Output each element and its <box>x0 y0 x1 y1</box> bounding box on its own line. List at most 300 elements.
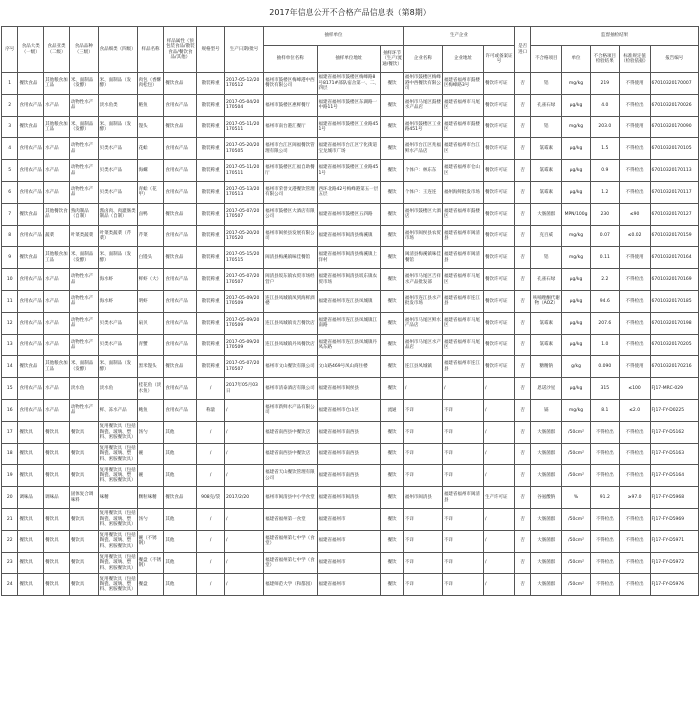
header-cell: 生产日期/批号 <box>225 27 264 73</box>
table-cell: 不详 <box>403 552 442 574</box>
table-cell: 氯霉素 <box>531 334 562 356</box>
table-cell: 67010320170205 <box>650 334 698 356</box>
table-cell: 餐饮 <box>381 138 404 160</box>
table-row <box>2 443 699 465</box>
table-cell: 贝类水产品 <box>98 181 137 203</box>
table-cell: 铝 <box>531 247 562 269</box>
table-cell: 67010320170185 <box>650 290 698 312</box>
table-cell: 复用餐饮具（包括陶瓷、玻璃、塑料、密胺餐饮具） <box>98 508 137 530</box>
table-cell: 福建省福州市鼓楼区工业路451号 <box>317 116 381 138</box>
table-cell: 福建师范大学（和都园） <box>264 574 317 596</box>
table-cell: 福州市连江县水产批发市场 <box>403 290 442 312</box>
table-cell: /50cm² <box>562 421 591 443</box>
table-cell: 鲍鱼 <box>137 399 164 421</box>
table-cell: 不详 <box>442 399 483 421</box>
table-cell: 2017-05-09/20170509 <box>225 312 264 334</box>
table-cell: 鲜虾（大） <box>137 269 164 291</box>
table-cell: 餐饮食品 <box>18 247 44 269</box>
table-cell: 餐饮具 <box>44 421 70 443</box>
table-row <box>2 138 699 160</box>
table-cell: 福建省福州市 <box>317 574 381 596</box>
table-cell: 动物性水产品 <box>69 399 98 421</box>
table-cell: 否 <box>514 203 530 225</box>
table-cell: 食用农产品 <box>164 378 197 400</box>
table-cell: 其他 <box>164 552 197 574</box>
page-title: 2017年信息公开不合格产品信息表（第8期） <box>269 8 431 17</box>
table-cell: 餐饮许可证 <box>484 116 515 138</box>
table-cell: / <box>197 552 225 574</box>
table-cell: 67010320170026 <box>650 94 698 116</box>
table-cell: 否 <box>514 94 530 116</box>
table-cell: 海水虾 <box>98 269 137 291</box>
table-cell: 闽清县梅溪镇味佳餐馆 <box>264 247 317 269</box>
table-cell: 餐饮许可证 <box>484 334 515 356</box>
table-cell: 福建省南西县中餐饮店 <box>264 421 317 443</box>
table-cell: 18 <box>2 443 18 465</box>
header-group-row <box>2 27 699 46</box>
table-cell: 福州市闽侯县农贸市场 <box>403 225 442 247</box>
table-cell: 67010320170169 <box>650 269 698 291</box>
table-cell: 福建省福州市闽清县坂东镇农贸市场 <box>317 269 381 291</box>
table-cell: 2017-05-12/20170512 <box>225 73 264 95</box>
header-cell: 食品品种（三级） <box>69 27 98 73</box>
table-cell: 散装称重 <box>197 160 225 182</box>
table-row <box>2 116 699 138</box>
table-cell: 餐饮具 <box>18 421 44 443</box>
table-cell: 连江县凤城镇丹凤餐饮店 <box>264 334 317 356</box>
table-cell: 否 <box>514 73 530 95</box>
table-cell: 其他粮食加工品 <box>44 247 70 269</box>
table-cell: 动物性水产品 <box>69 138 98 160</box>
table-cell: 不得检出 <box>590 421 619 443</box>
table-cell: 不得检出 <box>590 552 619 574</box>
table-cell: 福建省福州市闽清县梅溪镇上洋村 <box>317 247 381 269</box>
table-cell: 2017-05-07/20170507 <box>225 269 264 291</box>
table-cell: / <box>197 443 225 465</box>
table-cell: 餐饮 <box>381 487 404 509</box>
table-cell: 青蛤（花甲） <box>137 181 164 203</box>
table-cell: 23 <box>2 552 18 574</box>
table-cell: 315 <box>590 378 619 400</box>
table-cell: 散装称重 <box>197 94 225 116</box>
table-cell: 否 <box>514 399 530 421</box>
table-cell: 青蟹 <box>137 334 164 356</box>
table-cell: 氯霉素 <box>531 312 562 334</box>
header-cell: 样品名称 <box>137 27 164 73</box>
table-cell: 福建省福州市鼓楼区工业路451号 <box>317 160 381 182</box>
table-cell: 卤鸭 <box>137 203 164 225</box>
table-cell: 福建省福州市闽清县 <box>442 487 483 509</box>
header-cell: 序号 <box>2 27 18 73</box>
table-cell: 福建省福州市马尾区 <box>442 334 483 356</box>
table-cell: 67010320170105 <box>650 138 698 160</box>
table-cell: 叶菜类蔬菜 <box>69 225 98 247</box>
table-cell: 否 <box>514 269 530 291</box>
table-cell: 贝类水产品 <box>98 312 137 334</box>
header-cell: 企业名称 <box>403 46 442 73</box>
table-cell: 散装称重 <box>197 247 225 269</box>
table-cell: 219 <box>590 73 619 95</box>
header-cell: 样品属性（预包装食品/散装食品/餐饮食品/其他） <box>164 27 197 73</box>
table-body <box>2 73 699 596</box>
table-row <box>2 290 699 312</box>
table-cell: 不详 <box>403 530 442 552</box>
table-cell: 食用农产品 <box>18 160 44 182</box>
table-cell: 福建省福州第七中学（食堂） <box>264 530 317 552</box>
table-cell: 调味品 <box>18 487 44 509</box>
header-cell: 不合格项目 <box>531 46 562 73</box>
table-cell: 闽清县坂东镇农贸市场经营户 <box>264 269 317 291</box>
table-cell: μg/kg <box>562 181 591 203</box>
table-cell: 食用农产品 <box>164 334 197 356</box>
table-cell: 不得使用 <box>619 116 650 138</box>
table-cell: 散装称重 <box>197 181 225 203</box>
table-cell: 不详 <box>442 421 483 443</box>
table-cell: 固体复合调味料 <box>69 487 98 509</box>
table-cell: 福建省福州市仓山区 <box>442 160 483 182</box>
table-cell: / <box>484 508 515 530</box>
table-cell: 否 <box>514 334 530 356</box>
table-cell: 福州市文山餐饮有限公司 <box>264 356 317 378</box>
table-cell: 鲜、冻水产品 <box>98 399 137 421</box>
table-row <box>2 487 699 509</box>
table-cell: 福建省南西县中餐饮店 <box>264 443 317 465</box>
table-cell: 水产品 <box>44 290 70 312</box>
header-cell: 抽样单位地址 <box>317 46 381 73</box>
table-cell: 食用农产品 <box>18 290 44 312</box>
table-cell: 叶菜类蔬菜（芹菜） <box>98 225 137 247</box>
table-cell: 福建省福州市连江县 <box>442 356 483 378</box>
table-cell: 贝类水产品 <box>98 160 137 182</box>
table-cell: 食用农产品 <box>164 290 197 312</box>
table-cell: 餐饮 <box>381 116 404 138</box>
table-cell: 食用农产品 <box>164 399 197 421</box>
table-cell: ≤0.02 <box>619 225 650 247</box>
table-cell: 餐饮许可证 <box>484 160 515 182</box>
table-cell: 不详 <box>403 574 442 596</box>
table-cell: 其他餐饮食品 <box>44 203 70 225</box>
table-cell: 福建省福州市马尾区 <box>442 312 483 334</box>
table-cell: 不得检出 <box>590 465 619 487</box>
table-cell: 福建省福州市马尾区 <box>442 269 483 291</box>
table-cell: 91.2 <box>590 487 619 509</box>
table-cell: FJ17-FY-D5969 <box>650 508 698 530</box>
table-cell: 复用餐饮具（包括陶瓷、玻璃、塑料、密胺餐饮具） <box>98 552 137 574</box>
table-cell: 水产品 <box>44 181 70 203</box>
table-cell: 3 <box>2 116 18 138</box>
table-row <box>2 356 699 378</box>
table-cell: 餐饮许可证 <box>484 312 515 334</box>
table-cell: 流通 <box>381 399 404 421</box>
table-cell: 肉包（香酥肉松包） <box>137 73 164 95</box>
table-cell: 福建省福州市闽清县 <box>442 225 483 247</box>
table-cell: 20 <box>2 487 18 509</box>
table-cell: 否 <box>514 574 530 596</box>
table-cell: 不得检出 <box>619 574 650 596</box>
table-cell: 否 <box>514 247 530 269</box>
table-cell: 动物性水产品 <box>69 334 98 356</box>
table-cell: 不得检出 <box>619 138 650 160</box>
table-cell: 餐饮食品 <box>164 487 197 509</box>
header-cell: 不合格项目检验结果 <box>590 46 619 73</box>
table-cell: 水产品 <box>44 160 70 182</box>
table-cell: 水产品 <box>44 94 70 116</box>
table-cell: 餐饮具 <box>18 443 44 465</box>
table-cell: 福建省福州市连江县 <box>442 290 483 312</box>
table-cell: 白馒头 <box>137 247 164 269</box>
table-cell: 调味品 <box>44 487 70 509</box>
table-cell: 复用餐饮具（包括陶瓷、玻璃、塑料、密胺餐饮具） <box>98 530 137 552</box>
table-cell: 否 <box>514 356 530 378</box>
table-cell: / <box>225 465 264 487</box>
table-cell: 福建省福州市闽清县 <box>442 247 483 269</box>
table-cell: 不得检出 <box>619 94 650 116</box>
table-cell: 餐饮具 <box>18 574 44 596</box>
table-cell: 连江县凤城镇 <box>403 356 442 378</box>
table-cell: 馒头 <box>137 116 164 138</box>
table-cell: 明虾 <box>137 290 164 312</box>
table-cell: 908克/袋 <box>197 487 225 509</box>
table-cell: 连江县凤城镇贡吉餐饮店 <box>264 312 317 334</box>
table-cell: 2017年05月03日 <box>225 378 264 400</box>
table-cell: 2.2 <box>590 269 619 291</box>
table-cell: 福建省福州市鼓楼区 <box>442 116 483 138</box>
table-cell: μg/kg <box>562 312 591 334</box>
table-cell: 味精 <box>98 487 137 509</box>
table-cell: 餐饮 <box>381 247 404 269</box>
table-cell: FJ17-FY-D5162 <box>650 421 698 443</box>
table-row <box>2 225 699 247</box>
table-cell: ≥97.0 <box>619 487 650 509</box>
table-cell: 福州市荣誉文港餐饮管理有限公司 <box>264 181 317 203</box>
table-cell: FJ17-MRC-029 <box>650 378 698 400</box>
table-cell: μg/kg <box>562 269 591 291</box>
table-cell: 食用农产品 <box>18 94 44 116</box>
table-cell: / <box>484 530 515 552</box>
header-cell: 抽样环节（生产/流通/餐饮） <box>381 46 404 73</box>
table-cell: 米、面制品（发酵） <box>69 247 98 269</box>
table-cell: FJ17-FY-D5164 <box>650 465 698 487</box>
table-cell: 否 <box>514 552 530 574</box>
table-cell: 福州市台江区兆福鲜水产品店 <box>403 138 442 160</box>
table-cell: 福建省福州市马尾区 <box>442 94 483 116</box>
table-cell: μg/kg <box>562 290 591 312</box>
table-cell: 福建省福州市鼓楼区梅峰路3号 <box>442 73 483 95</box>
table-cell: 其他粮食加工品 <box>44 356 70 378</box>
table-cell: 24 <box>2 574 18 596</box>
table-cell: 复用餐饮具（包括陶瓷、玻璃、塑料、密胺餐饮具） <box>98 465 137 487</box>
header-cell: 许可或备案证号 <box>484 46 515 73</box>
table-cell: 个体户：林东东 <box>403 160 442 182</box>
table-cell: 散装称重 <box>197 356 225 378</box>
table-cell: 餐饮 <box>381 552 404 574</box>
table-cell: 其他 <box>164 574 197 596</box>
table-cell: 否 <box>514 312 530 334</box>
table-cell: 大肠菌群 <box>531 443 562 465</box>
table-cell: 不得检出 <box>590 530 619 552</box>
table-cell: 散装称重 <box>197 203 225 225</box>
table-cell: 动物性水产品 <box>69 269 98 291</box>
table-cell: 福建省福州市闽侯县 <box>317 378 381 400</box>
table-cell: 福建省福州第七中学（食堂） <box>264 552 317 574</box>
table-cell: 否 <box>514 530 530 552</box>
table-cell: 散装称重 <box>197 116 225 138</box>
table-cell: / <box>197 378 225 400</box>
table-cell: 福州市鼓楼区大酒店有限公司 <box>264 203 317 225</box>
table-cell: 否 <box>514 225 530 247</box>
table-cell: 福建省福州市台江区宁化街道宝龙城市广场 <box>317 138 381 160</box>
table-cell: 餐饮许可证 <box>484 73 515 95</box>
table-cell: 食用农产品 <box>164 312 197 334</box>
table-cell: 恩诺沙星 <box>531 378 562 400</box>
table-cell: 米、面制品（发酵） <box>98 73 137 95</box>
table-cell: 14 <box>2 356 18 378</box>
table-cell: 餐饮食品 <box>18 116 44 138</box>
table-row <box>2 334 699 356</box>
table-cell: 鲢鱼 <box>137 94 164 116</box>
table-cell: 11 <box>2 290 18 312</box>
table-cell: 餐饮许可证 <box>484 138 515 160</box>
table-cell: 水产品 <box>44 399 70 421</box>
table-cell: 0.9 <box>590 160 619 182</box>
table-cell: 复用餐饮具（包括陶瓷、玻璃、塑料、密胺餐饮具） <box>98 574 137 596</box>
table-cell: 餐饮 <box>381 378 404 400</box>
table-cell: 2017-05-11/20170511 <box>225 116 264 138</box>
table-cell: 餐饮许可证 <box>484 356 515 378</box>
table-cell: / <box>403 378 442 400</box>
table-cell: 67010320170007 <box>650 73 698 95</box>
table-cell: 餐饮 <box>381 574 404 596</box>
table-cell: 散装称重 <box>197 290 225 312</box>
table-cell: 氯霉素 <box>531 160 562 182</box>
table-cell: 不得检出 <box>619 160 650 182</box>
table-cell: 否 <box>514 138 530 160</box>
table-row <box>2 378 699 400</box>
table-cell: 食用农产品 <box>164 160 197 182</box>
table-cell: FJ17-FY-D5163 <box>650 443 698 465</box>
table-cell: 1.5 <box>590 138 619 160</box>
table-cell: 花蛤 <box>137 138 164 160</box>
table-cell: 其他粮食加工品 <box>44 116 70 138</box>
table-cell: 氯霉素 <box>531 181 562 203</box>
table-cell: FJ17-FY-D5976 <box>650 574 698 596</box>
table-cell: 碗 <box>137 465 164 487</box>
table-cell: 福州市鼓楼区梅峰港中西餐饮有限公司 <box>403 73 442 95</box>
table-cell: 蔬菜 <box>44 225 70 247</box>
table-cell: 13 <box>2 334 18 356</box>
table-cell: 0.090 <box>590 356 619 378</box>
table-cell: 酱卤肉、肉灌肠类制品（自制） <box>98 203 137 225</box>
table-cell: 餐饮食品 <box>164 203 197 225</box>
table-cell: 否 <box>514 443 530 465</box>
table-cell: 不得检出 <box>619 530 650 552</box>
table-cell: 散装称重 <box>197 73 225 95</box>
table-cell: /50cm² <box>562 530 591 552</box>
table-cell: 207.6 <box>590 312 619 334</box>
table-cell: / <box>442 378 483 400</box>
table-cell: 餐饮许可证 <box>484 225 515 247</box>
table-cell: 否 <box>514 487 530 509</box>
table-cell: ≤100 <box>619 378 650 400</box>
table-cell: 福建省福州市南西县 <box>317 421 381 443</box>
table-cell: 动物性水产品 <box>69 181 98 203</box>
table-cell: 餐饮具 <box>69 552 98 574</box>
header-group-failed: 监督抽检结果 <box>531 27 699 46</box>
table-row <box>2 508 699 530</box>
table-cell: 福建省福州市闽清县 <box>317 487 381 509</box>
table-cell: 桂花鱼（淡水鱼） <box>137 378 164 400</box>
table-cell: 不得检出 <box>619 552 650 574</box>
table-cell: 动物性水产品 <box>69 290 98 312</box>
table-cell: 福州市闽清县 <box>403 487 442 509</box>
table-cell: / <box>484 574 515 596</box>
table-cell: 福州市鼓楼区大酒店 <box>403 203 442 225</box>
table-row <box>2 399 699 421</box>
table-cell: 散装称重 <box>197 334 225 356</box>
table-cell: 福州海鲜批发市场 <box>442 181 483 203</box>
table-cell: 扇贝 <box>137 312 164 334</box>
table-cell: 6 <box>2 181 18 203</box>
table-cell: 散装称重 <box>197 225 225 247</box>
table-cell: 熟肉制品（自制） <box>69 203 98 225</box>
table-cell: 呋喃唑酮代谢物（AOZ） <box>531 290 562 312</box>
table-cell: 氯霉素 <box>531 138 562 160</box>
table-cell: / <box>484 465 515 487</box>
table-cell: 否 <box>514 181 530 203</box>
header-cell: 食品细类（四级） <box>98 27 137 73</box>
table-cell: 碗 <box>137 443 164 465</box>
table-cell: / <box>197 421 225 443</box>
table-cell: / <box>197 530 225 552</box>
table-cell: mg/kg <box>562 247 591 269</box>
table-cell: 黑米馒头 <box>137 356 164 378</box>
table-cell: 67010320170113 <box>650 160 698 182</box>
table-cell: 67010320170164 <box>650 247 698 269</box>
table-cell: 淡水鱼类 <box>98 94 137 116</box>
table-cell: / <box>484 443 515 465</box>
table-cell: 米、面制品（发酵） <box>69 116 98 138</box>
table-row <box>2 160 699 182</box>
table-cell: ≤2.0 <box>619 399 650 421</box>
table-cell: 餐饮具 <box>44 552 70 574</box>
table-cell: 不得检出 <box>619 334 650 356</box>
table-cell: 福建省福州市仓山区 <box>317 399 381 421</box>
table-cell: 食用农产品 <box>164 94 197 116</box>
table-cell: 水产品 <box>44 334 70 356</box>
table-row <box>2 94 699 116</box>
table-cell: 8 <box>2 225 18 247</box>
table-cell: 餐饮许可证 <box>484 181 515 203</box>
table-cell: 餐盘（不锈钢） <box>137 552 164 574</box>
table-row <box>2 465 699 487</box>
table-cell: 餐饮具 <box>44 443 70 465</box>
table-cell: 2017-05-11/20170511 <box>225 160 264 182</box>
table-cell: μg/kg <box>562 160 591 182</box>
table-cell: 大肠菌群 <box>531 508 562 530</box>
table-cell: 2017-05-15/20170515 <box>225 247 264 269</box>
table-cell: 2017-05-20/20170505 <box>225 138 264 160</box>
header-cell: 是否进口 <box>514 27 530 73</box>
table-cell: 连江县凤城镇凤到海鲜酒楼 <box>264 290 317 312</box>
table-cell: 食用农产品 <box>18 225 44 247</box>
table-cell: /50cm² <box>562 552 591 574</box>
table-cell: 大肠菌群 <box>531 574 562 596</box>
table-cell: 孔雀石绿 <box>531 269 562 291</box>
table-row <box>2 421 699 443</box>
table-cell: 福州市鼓楼区汇福自助餐厅 <box>264 160 317 182</box>
table-cell: 67010320170090 <box>650 116 698 138</box>
table-cell: 0.11 <box>590 247 619 269</box>
